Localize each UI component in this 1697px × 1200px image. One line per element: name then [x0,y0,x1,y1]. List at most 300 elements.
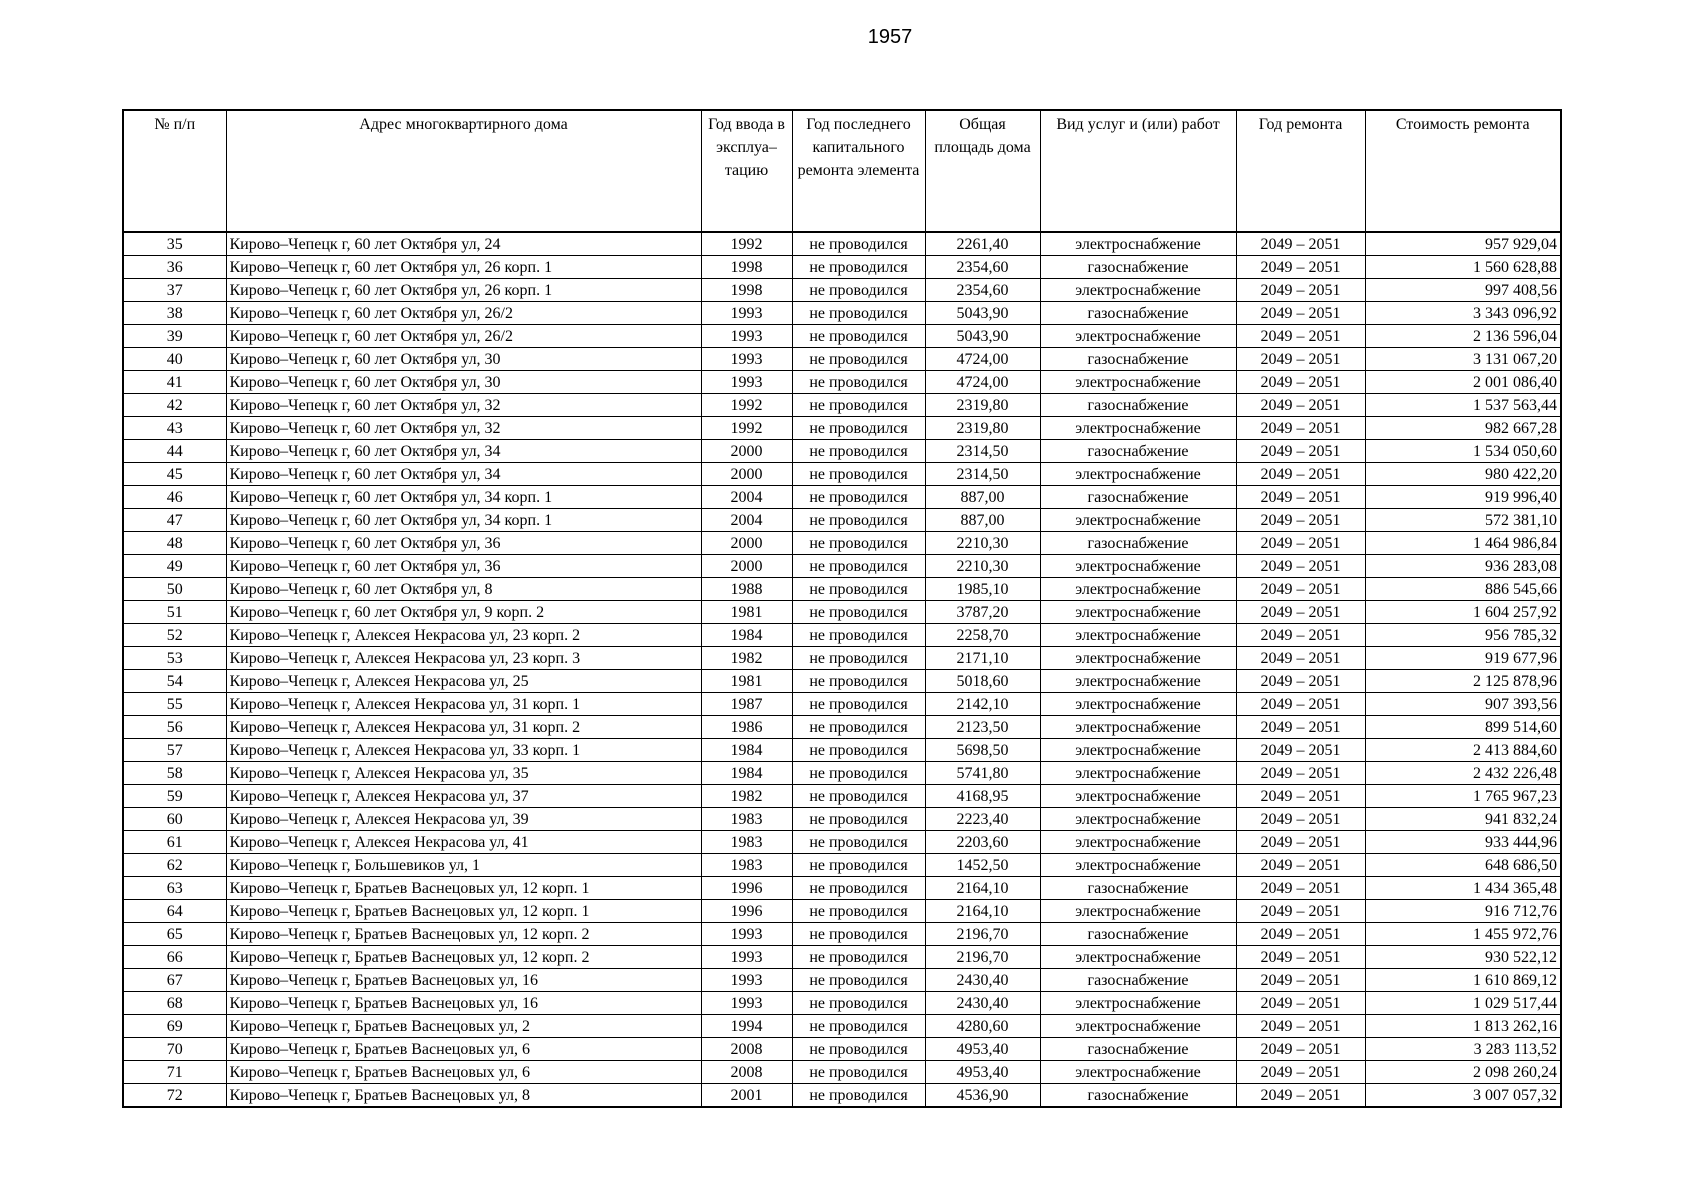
service-type-cell: электроснабжение [1040,785,1236,808]
repair-year-cell: 2049 – 2051 [1236,440,1365,463]
repair-year-cell: 2049 – 2051 [1236,900,1365,923]
table-row [123,946,1561,969]
table-row [123,417,1561,440]
year-built-cell: 2000 [701,440,792,463]
last-repair-cell: не проводился [792,486,925,509]
address-cell: Кирово–Чепецк г, Братьев Васнецовых ул, 16 [226,969,701,992]
row-number-cell: 46 [123,486,226,509]
year-built-cell: 1983 [701,854,792,877]
last-repair-cell: не проводился [792,440,925,463]
last-repair-cell: не проводился [792,302,925,325]
table-row [123,256,1561,279]
table-row [123,440,1561,463]
cost-cell: 899 514,60 [1365,716,1561,739]
service-type-cell: электроснабжение [1040,808,1236,831]
repair-schedule-table [122,109,1562,1108]
last-repair-cell: не проводился [792,923,925,946]
year-built-cell: 1996 [701,900,792,923]
table-row [123,969,1561,992]
service-type-cell: электроснабжение [1040,1015,1236,1038]
last-repair-cell: не проводился [792,992,925,1015]
address-cell: Кирово–Чепецк г, 60 лет Октября ул, 34 [226,463,701,486]
area-cell: 2258,70 [925,624,1040,647]
service-type-cell: электроснабжение [1040,693,1236,716]
service-type-cell: электроснабжение [1040,232,1236,256]
row-number-cell: 64 [123,900,226,923]
year-built-cell: 1984 [701,624,792,647]
repair-year-cell: 2049 – 2051 [1236,739,1365,762]
year-built-cell: 1982 [701,647,792,670]
area-cell: 1452,50 [925,854,1040,877]
area-cell: 2196,70 [925,923,1040,946]
address-cell: Кирово–Чепецк г, 60 лет Октября ул, 26/2 [226,325,701,348]
last-repair-cell: не проводился [792,1015,925,1038]
year-built-cell: 1996 [701,877,792,900]
table-row [123,578,1561,601]
year-built-cell: 2008 [701,1061,792,1084]
address-cell: Кирово–Чепецк г, Алексея Некрасова ул, 41 [226,831,701,854]
repair-year-cell: 2049 – 2051 [1236,279,1365,302]
year-built-cell: 1983 [701,831,792,854]
service-type-cell: газоснабжение [1040,302,1236,325]
area-cell: 4724,00 [925,371,1040,394]
table-row [123,601,1561,624]
row-number-cell: 38 [123,302,226,325]
service-type-cell: электроснабжение [1040,647,1236,670]
repair-year-cell: 2049 – 2051 [1236,302,1365,325]
last-repair-cell: не проводился [792,670,925,693]
row-number-cell: 67 [123,969,226,992]
service-type-cell: газоснабжение [1040,532,1236,555]
row-number-cell: 58 [123,762,226,785]
year-built-cell: 2000 [701,463,792,486]
service-type-cell: электроснабжение [1040,463,1236,486]
address-cell: Кирово–Чепецк г, Алексея Некрасова ул, 33 корп. 1 [226,739,701,762]
year-built-cell: 2000 [701,532,792,555]
cost-cell: 2 125 878,96 [1365,670,1561,693]
year-built-cell: 2008 [701,1038,792,1061]
area-cell: 2123,50 [925,716,1040,739]
table-row [123,900,1561,923]
cost-cell: 1 813 262,16 [1365,1015,1561,1038]
cost-cell: 933 444,96 [1365,831,1561,854]
table-row [123,647,1561,670]
cost-cell: 3 007 057,32 [1365,1084,1561,1108]
service-type-cell: электроснабжение [1040,578,1236,601]
last-repair-cell: не проводился [792,946,925,969]
last-repair-cell: не проводился [792,693,925,716]
header-service-type: Вид услуг и (или) работ [1040,110,1236,232]
last-repair-cell: не проводился [792,232,925,256]
row-number-cell: 65 [123,923,226,946]
address-cell: Кирово–Чепецк г, Алексея Некрасова ул, 25 [226,670,701,693]
header-last-repair: Год последнего капитального ремонта элемента [792,110,925,232]
address-cell: Кирово–Чепецк г, 60 лет Октября ул, 32 [226,394,701,417]
row-number-cell: 35 [123,232,226,256]
table-row [123,693,1561,716]
row-number-cell: 42 [123,394,226,417]
last-repair-cell: не проводился [792,532,925,555]
repair-year-cell: 2049 – 2051 [1236,394,1365,417]
last-repair-cell: не проводился [792,831,925,854]
table-row [123,739,1561,762]
table-row [123,232,1561,256]
row-number-cell: 37 [123,279,226,302]
area-cell: 2314,50 [925,463,1040,486]
year-built-cell: 1992 [701,232,792,256]
area-cell: 4536,90 [925,1084,1040,1108]
row-number-cell: 52 [123,624,226,647]
repair-year-cell: 2049 – 2051 [1236,532,1365,555]
address-cell: Кирово–Чепецк г, 60 лет Октября ул, 26 корп. 1 [226,279,701,302]
table-row [123,555,1561,578]
cost-cell: 3 283 113,52 [1365,1038,1561,1061]
repair-year-cell: 2049 – 2051 [1236,854,1365,877]
last-repair-cell: не проводился [792,417,925,440]
repair-year-cell: 2049 – 2051 [1236,785,1365,808]
row-number-cell: 62 [123,854,226,877]
cost-cell: 980 422,20 [1365,463,1561,486]
repair-year-cell: 2049 – 2051 [1236,670,1365,693]
year-built-cell: 1993 [701,302,792,325]
service-type-cell: газоснабжение [1040,1038,1236,1061]
repair-year-cell: 2049 – 2051 [1236,555,1365,578]
table-row [123,1038,1561,1061]
last-repair-cell: не проводился [792,1061,925,1084]
cost-cell: 2 098 260,24 [1365,1061,1561,1084]
year-built-cell: 1993 [701,946,792,969]
last-repair-cell: не проводился [792,647,925,670]
service-type-cell: электроснабжение [1040,739,1236,762]
service-type-cell: электроснабжение [1040,1061,1236,1084]
repair-year-cell: 2049 – 2051 [1236,808,1365,831]
area-cell: 2196,70 [925,946,1040,969]
table-row [123,1061,1561,1084]
service-type-cell: электроснабжение [1040,716,1236,739]
last-repair-cell: не проводился [792,808,925,831]
repair-year-cell: 2049 – 2051 [1236,693,1365,716]
address-cell: Кирово–Чепецк г, Братьев Васнецовых ул, 6 [226,1061,701,1084]
cost-cell: 3 343 096,92 [1365,302,1561,325]
last-repair-cell: не проводился [792,1084,925,1108]
area-cell: 2354,60 [925,256,1040,279]
cost-cell: 1 765 967,23 [1365,785,1561,808]
page-number: 1957 [867,26,913,48]
address-cell: Кирово–Чепецк г, 60 лет Октября ул, 36 [226,532,701,555]
row-number-cell: 57 [123,739,226,762]
row-number-cell: 68 [123,992,226,1015]
table-row [123,1015,1561,1038]
table-row [123,486,1561,509]
year-built-cell: 1993 [701,992,792,1015]
last-repair-cell: не проводился [792,762,925,785]
cost-cell: 3 131 067,20 [1365,348,1561,371]
last-repair-cell: не проводился [792,279,925,302]
repair-year-cell: 2049 – 2051 [1236,831,1365,854]
row-number-cell: 43 [123,417,226,440]
address-cell: Кирово–Чепецк г, 60 лет Октября ул, 24 [226,232,701,256]
repair-year-cell: 2049 – 2051 [1236,601,1365,624]
repair-year-cell: 2049 – 2051 [1236,992,1365,1015]
cost-cell: 930 522,12 [1365,946,1561,969]
last-repair-cell: не проводился [792,348,925,371]
table-row [123,716,1561,739]
row-number-cell: 72 [123,1084,226,1108]
cost-cell: 1 464 986,84 [1365,532,1561,555]
address-cell: Кирово–Чепецк г, 60 лет Октября ул, 26 корп. 1 [226,256,701,279]
last-repair-cell: не проводился [792,371,925,394]
table-row [123,624,1561,647]
table-row [123,371,1561,394]
table-row [123,509,1561,532]
year-built-cell: 1998 [701,279,792,302]
header-repair-cost: Стоимость ремонта [1365,110,1561,232]
table-row [123,808,1561,831]
table-row [123,302,1561,325]
row-number-cell: 66 [123,946,226,969]
cost-cell: 1 434 365,48 [1365,877,1561,900]
last-repair-cell: не проводился [792,739,925,762]
cost-cell: 982 667,28 [1365,417,1561,440]
year-built-cell: 1993 [701,969,792,992]
cost-cell: 1 534 050,60 [1365,440,1561,463]
last-repair-cell: не проводился [792,624,925,647]
service-type-cell: электроснабжение [1040,762,1236,785]
repair-year-cell: 2049 – 2051 [1236,578,1365,601]
area-cell: 887,00 [925,509,1040,532]
year-built-cell: 1986 [701,716,792,739]
area-cell: 2203,60 [925,831,1040,854]
row-number-cell: 70 [123,1038,226,1061]
year-built-cell: 1993 [701,348,792,371]
service-type-cell: газоснабжение [1040,486,1236,509]
area-cell: 5018,60 [925,670,1040,693]
address-cell: Кирово–Чепецк г, 60 лет Октября ул, 34 корп. 1 [226,486,701,509]
area-cell: 2164,10 [925,877,1040,900]
area-cell: 2319,80 [925,417,1040,440]
area-cell: 2354,60 [925,279,1040,302]
address-cell: Кирово–Чепецк г, 60 лет Октября ул, 34 корп. 1 [226,509,701,532]
service-type-cell: электроснабжение [1040,624,1236,647]
area-cell: 2164,10 [925,900,1040,923]
last-repair-cell: не проводился [792,463,925,486]
area-cell: 2430,40 [925,969,1040,992]
row-number-cell: 48 [123,532,226,555]
repair-year-cell: 2049 – 2051 [1236,1015,1365,1038]
repair-year-cell: 2049 – 2051 [1236,463,1365,486]
address-cell: Кирово–Чепецк г, Алексея Некрасова ул, 37 [226,785,701,808]
area-cell: 2314,50 [925,440,1040,463]
service-type-cell: электроснабжение [1040,371,1236,394]
cost-cell: 916 712,76 [1365,900,1561,923]
cost-cell: 941 832,24 [1365,808,1561,831]
address-cell: Кирово–Чепецк г, 60 лет Октября ул, 30 [226,371,701,394]
address-cell: Кирово–Чепецк г, Алексея Некрасова ул, 23 корп. 3 [226,647,701,670]
area-cell: 2261,40 [925,232,1040,256]
repair-year-cell: 2049 – 2051 [1236,256,1365,279]
repair-year-cell: 2049 – 2051 [1236,371,1365,394]
last-repair-cell: не проводился [792,578,925,601]
row-number-cell: 61 [123,831,226,854]
year-built-cell: 1993 [701,371,792,394]
header-row-number: № п/п [123,110,226,232]
repair-year-cell: 2049 – 2051 [1236,1038,1365,1061]
cost-cell: 1 610 869,12 [1365,969,1561,992]
table-row [123,394,1561,417]
service-type-cell: газоснабжение [1040,394,1236,417]
year-built-cell: 2000 [701,555,792,578]
row-number-cell: 55 [123,693,226,716]
area-cell: 4953,40 [925,1038,1040,1061]
area-cell: 3787,20 [925,601,1040,624]
header-repair-year: Год ремонта [1236,110,1365,232]
area-cell: 2142,10 [925,693,1040,716]
address-cell: Кирово–Чепецк г, 60 лет Октября ул, 8 [226,578,701,601]
area-cell: 2210,30 [925,532,1040,555]
last-repair-cell: не проводился [792,394,925,417]
address-cell: Кирово–Чепецк г, Алексея Некрасова ул, 23 корп. 2 [226,624,701,647]
address-cell: Кирово–Чепецк г, Братьев Васнецовых ул, 8 [226,1084,701,1108]
service-type-cell: газоснабжение [1040,256,1236,279]
area-cell: 2319,80 [925,394,1040,417]
header-year-built: Год ввода в эксплуа–тацию [701,110,792,232]
area-cell: 2430,40 [925,992,1040,1015]
repair-year-cell: 2049 – 2051 [1236,509,1365,532]
year-built-cell: 1993 [701,923,792,946]
repair-year-cell: 2049 – 2051 [1236,417,1365,440]
row-number-cell: 45 [123,463,226,486]
service-type-cell: электроснабжение [1040,946,1236,969]
header-address: Адрес многоквартирного дома [226,110,701,232]
service-type-cell: газоснабжение [1040,923,1236,946]
row-number-cell: 49 [123,555,226,578]
table-row [123,325,1561,348]
row-number-cell: 60 [123,808,226,831]
service-type-cell: электроснабжение [1040,831,1236,854]
cost-cell: 2 413 884,60 [1365,739,1561,762]
service-type-cell: электроснабжение [1040,325,1236,348]
year-built-cell: 1983 [701,808,792,831]
table-row [123,877,1561,900]
cost-cell: 919 677,96 [1365,647,1561,670]
year-built-cell: 1993 [701,325,792,348]
area-cell: 887,00 [925,486,1040,509]
address-cell: Кирово–Чепецк г, Алексея Некрасова ул, 31 корп. 2 [226,716,701,739]
repair-year-cell: 2049 – 2051 [1236,1061,1365,1084]
cost-cell: 919 996,40 [1365,486,1561,509]
service-type-cell: газоснабжение [1040,877,1236,900]
row-number-cell: 53 [123,647,226,670]
cost-cell: 2 136 596,04 [1365,325,1561,348]
year-built-cell: 1981 [701,670,792,693]
service-type-cell: электроснабжение [1040,854,1236,877]
repair-year-cell: 2049 – 2051 [1236,486,1365,509]
address-cell: Кирово–Чепецк г, 60 лет Октября ул, 34 [226,440,701,463]
service-type-cell: электроснабжение [1040,509,1236,532]
row-number-cell: 51 [123,601,226,624]
repair-year-cell: 2049 – 2051 [1236,1084,1365,1108]
row-number-cell: 39 [123,325,226,348]
year-built-cell: 1992 [701,394,792,417]
row-number-cell: 69 [123,1015,226,1038]
table-row [123,1084,1561,1108]
table-header-row [123,110,1561,232]
year-built-cell: 2001 [701,1084,792,1108]
service-type-cell: электроснабжение [1040,555,1236,578]
address-cell: Кирово–Чепецк г, Братьев Васнецовых ул, 12 корп. 1 [226,877,701,900]
service-type-cell: электроснабжение [1040,601,1236,624]
address-cell: Кирово–Чепецк г, Братьев Васнецовых ул, 2 [226,1015,701,1038]
cost-cell: 997 408,56 [1365,279,1561,302]
last-repair-cell: не проводился [792,256,925,279]
cost-cell: 1 537 563,44 [1365,394,1561,417]
row-number-cell: 36 [123,256,226,279]
cost-cell: 936 283,08 [1365,555,1561,578]
address-cell: Кирово–Чепецк г, Братьев Васнецовых ул, 12 корп. 1 [226,900,701,923]
header-total-area: Общая площадь дома [925,110,1040,232]
area-cell: 4953,40 [925,1061,1040,1084]
area-cell: 4280,60 [925,1015,1040,1038]
table-row [123,831,1561,854]
repair-year-cell: 2049 – 2051 [1236,946,1365,969]
repair-year-cell: 2049 – 2051 [1236,969,1365,992]
table-body [123,232,1561,1107]
service-type-cell: электроснабжение [1040,900,1236,923]
table-row [123,923,1561,946]
last-repair-cell: не проводился [792,325,925,348]
service-type-cell: электроснабжение [1040,417,1236,440]
area-cell: 5698,50 [925,739,1040,762]
table-row [123,670,1561,693]
service-type-cell: электроснабжение [1040,992,1236,1015]
last-repair-cell: не проводился [792,1038,925,1061]
address-cell: Кирово–Чепецк г, Алексея Некрасова ул, 35 [226,762,701,785]
year-built-cell: 1987 [701,693,792,716]
area-cell: 2223,40 [925,808,1040,831]
area-cell: 2210,30 [925,555,1040,578]
area-cell: 1985,10 [925,578,1040,601]
table-row [123,279,1561,302]
area-cell: 5043,90 [925,325,1040,348]
year-built-cell: 1984 [701,762,792,785]
area-cell: 4724,00 [925,348,1040,371]
address-cell: Кирово–Чепецк г, Братьев Васнецовых ул, 12 корп. 2 [226,923,701,946]
row-number-cell: 44 [123,440,226,463]
cost-cell: 956 785,32 [1365,624,1561,647]
row-number-cell: 63 [123,877,226,900]
last-repair-cell: не проводился [792,601,925,624]
address-cell: Кирово–Чепецк г, 60 лет Октября ул, 26/2 [226,302,701,325]
last-repair-cell: не проводился [792,877,925,900]
year-built-cell: 1988 [701,578,792,601]
table-row [123,463,1561,486]
last-repair-cell: не проводился [792,555,925,578]
cost-cell: 2 001 086,40 [1365,371,1561,394]
repair-year-cell: 2049 – 2051 [1236,762,1365,785]
table-row [123,762,1561,785]
last-repair-cell: не проводился [792,716,925,739]
repair-year-cell: 2049 – 2051 [1236,232,1365,256]
repair-year-cell: 2049 – 2051 [1236,877,1365,900]
row-number-cell: 54 [123,670,226,693]
year-built-cell: 1992 [701,417,792,440]
area-cell: 4168,95 [925,785,1040,808]
address-cell: Кирово–Чепецк г, 60 лет Октября ул, 36 [226,555,701,578]
cost-cell: 907 393,56 [1365,693,1561,716]
service-type-cell: газоснабжение [1040,348,1236,371]
row-number-cell: 56 [123,716,226,739]
last-repair-cell: не проводился [792,900,925,923]
